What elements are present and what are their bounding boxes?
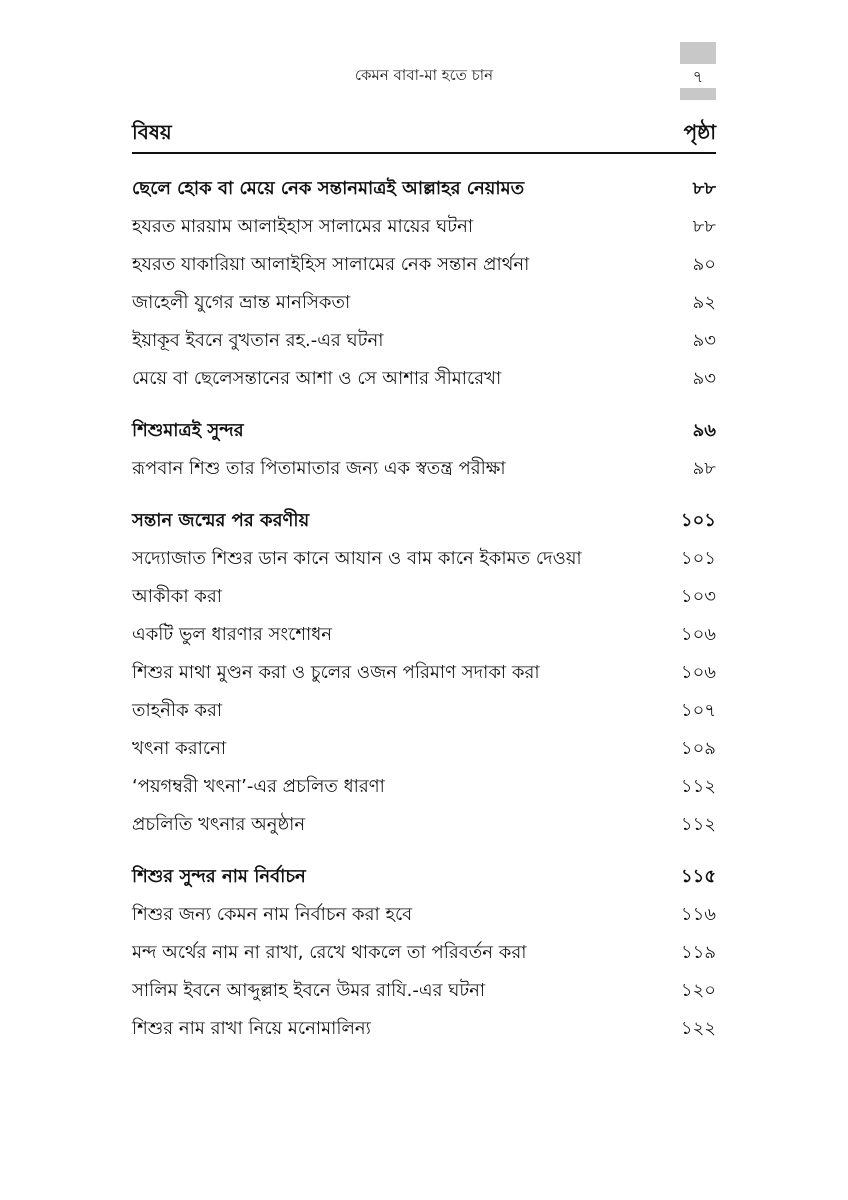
toc-entry-row <box>132 288 716 318</box>
toc-entry-title: শিশুর মাথা মুণ্ডন করা ও চুলের ওজন পরিমাণ সদাকা করা <box>132 662 540 683</box>
toc-entry-title: শিশুর সুন্দর নাম নির্বাচন <box>132 866 306 887</box>
toc-entry-row <box>132 454 716 484</box>
toc-entry-title: তাহনীক করা <box>132 700 223 721</box>
toc-entry-row <box>132 250 716 280</box>
toc-entry-title: খৎনা করানো <box>132 738 227 759</box>
toc-entry-page: ১০৬ <box>680 624 716 645</box>
toc-entry-title: রূপবান শিশু তার পিতামাতার জন্য এক স্বতন্ত্র পরীক্ষা <box>132 458 506 479</box>
toc-entry-page: ১১২ <box>680 776 716 797</box>
toc-entry-page: ৯২ <box>692 292 716 313</box>
toc-entry-page: ৯৮ <box>692 458 716 479</box>
toc-entry-page: ৯৩ <box>692 368 716 389</box>
toc-entry-page: ৯৩ <box>692 330 716 351</box>
toc-entry-row <box>132 620 716 650</box>
toc-entry-page: ৯০ <box>692 254 716 275</box>
toc-section-row <box>132 174 716 204</box>
toc-entry-page: ১০৭ <box>680 700 716 721</box>
toc-entry-row <box>132 772 716 802</box>
toc-entry-title: আকীকা করা <box>132 586 222 607</box>
toc-entry-page: ১১২ <box>680 814 716 835</box>
toc-entry-page: ১২০ <box>680 980 716 1001</box>
toc-entry-row <box>132 1014 716 1044</box>
page-number: ৭ <box>692 67 704 86</box>
toc-entry-page: ১১৫ <box>680 866 716 887</box>
toc-entry-page: ১০১ <box>680 510 716 531</box>
toc-entry-row <box>132 212 716 242</box>
toc-entry-title: হযরত যাকারিয়া আলাইহিস সালামের নেক সন্তান প্রার্থনা <box>132 254 530 275</box>
toc-entry-title: জাহেলী যুগের ভ্রান্ত মানসিকতা <box>132 292 351 313</box>
toc-section-row <box>132 416 716 446</box>
toc-entry-row <box>132 658 716 688</box>
toc-entry-row <box>132 696 716 726</box>
toc-entry-page: ১১৯ <box>680 942 716 963</box>
toc-entry-title: ইয়াকূব ইবনে বুখতান রহ.-এর ঘটনা <box>132 330 384 351</box>
toc-entry-page: ১০৬ <box>680 662 716 683</box>
toc-entry-row <box>132 544 716 574</box>
toc-entry-row <box>132 364 716 394</box>
toc-entry-page: ৯৬ <box>692 420 716 441</box>
toc-entry-row <box>132 582 716 612</box>
toc-entry-title: সালিম ইবনে আব্দুল্লাহ ইবনে উমর রাযি.-এর ঘটনা <box>132 980 486 1001</box>
toc-section-row <box>132 862 716 892</box>
toc-entry-title: শিশুর নাম রাখা নিয়ে মনোমালিন্য <box>132 1018 371 1039</box>
toc-entry-title: শিশুর জন্য কেমন নাম নির্বাচন করা হবে <box>132 904 413 925</box>
toc-section-row <box>132 506 716 536</box>
toc-entry-row <box>132 976 716 1006</box>
toc-entry-row <box>132 938 716 968</box>
toc-entry-title: মেয়ে বা ছেলেসন্তানের আশা ও সে আশার সীমারেখা <box>132 368 502 389</box>
toc-entry-title: প্রচলিতি খৎনার অনুষ্ঠান <box>132 814 306 835</box>
toc-entry-row <box>132 734 716 764</box>
toc-entry-title: সন্তান জন্মের পর করণীয় <box>132 510 310 531</box>
toc-entry-title: সদ্যোজাত শিশুর ডান কানে আযান ও বাম কানে ইকামত দেওয়া <box>132 548 582 569</box>
toc-entry-page: ৮৮ <box>692 178 716 199</box>
toc-entry-row <box>132 900 716 930</box>
toc-entry-page: ১২২ <box>680 1018 716 1039</box>
toc-entry-page: ৮৮ <box>692 216 716 237</box>
toc-entry-page: ১০৯ <box>680 738 716 759</box>
toc-entry-page: ১১৬ <box>680 904 716 925</box>
toc-entry-title: ‘পয়গম্বরী খৎনা’-এর প্রচলিত ধারণা <box>132 776 385 797</box>
page-tab-top <box>680 42 716 64</box>
toc-entry-title: মন্দ অর্থের নাম না রাখা, রেখে থাকলে তা পরিবর্তন করা <box>132 942 527 963</box>
toc-entry-title: একটি ভুল ধারণার সংশোধন <box>132 624 333 645</box>
toc-entry-title: হযরত মারয়াম আলাইহাস সালামের মায়ের ঘটনা <box>132 216 474 237</box>
toc-entry-title: শিশুমাত্রই সুন্দর <box>132 420 244 441</box>
toc-entry-page: ১০১ <box>680 548 716 569</box>
toc-entry-row <box>132 326 716 356</box>
toc-subject-heading: বিষয় <box>132 120 172 144</box>
toc-header <box>132 112 716 154</box>
running-title: কেমন বাবা-মা হতে চান <box>354 66 494 84</box>
toc-entry-title: ছেলে হোক বা মেয়ে নেক সন্তানমাত্রই আল্লাহর নেয়ামত <box>132 178 525 199</box>
toc-entry-page: ১০৩ <box>680 586 716 607</box>
toc-page-heading: পৃষ্ঠা <box>683 120 716 144</box>
toc-entry-row <box>132 810 716 840</box>
